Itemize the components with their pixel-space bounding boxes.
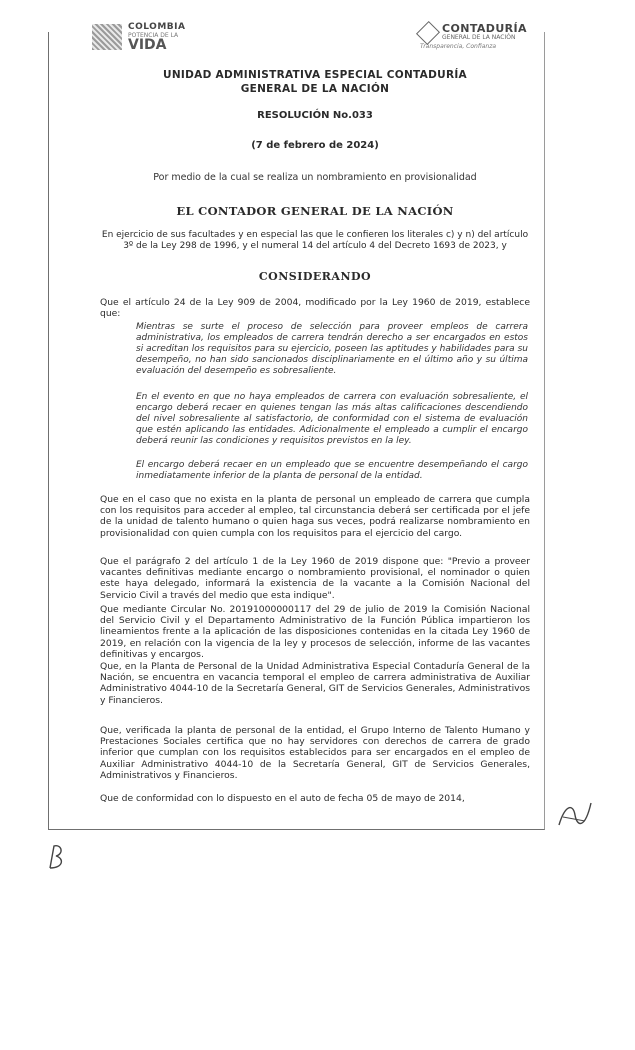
colombia-logo-icon bbox=[92, 24, 122, 50]
signer-title: EL CONTADOR GENERAL DE LA NACIÓN bbox=[176, 204, 454, 218]
logo-right-line2: GENERAL DE LA NACIÓN bbox=[442, 34, 516, 41]
logo-left-line2: POTENCIA DE LA bbox=[128, 32, 179, 39]
paragraph-7: Que de conformidad con lo dispuesto en el auto de fecha 05 de mayo de 2014, bbox=[100, 793, 465, 804]
quote-3: El encargo deberá recaer en un empleado que se encuentre desempeñando el cargo inmediatamente inferior de la planta de personal de la entidad. bbox=[136, 460, 528, 481]
resolution-date: (7 de febrero de 2024) bbox=[251, 140, 379, 151]
quote-2: En el evento en que no haya empleados de carrera con evaluación sobresaliente, el encargo deberá recaer en quienes tengan las más altas calificaciones descendiendo del nivel sobresaliente al satisfactorio, de conformidad con el sistema de evaluación que estén aplicando las entidades. Adicionalmente el empleado a cumplir el encargo deberá reunir las condiciones y requisitos previstos en la ley. bbox=[136, 392, 528, 446]
quote-1: Mientras se surte el proceso de selección para proveer empleos de carrera administrativa, los empleados de carrera tendrán derecho a ser encargados en estos si acreditan los requisitos para su ejercicio, poseen las aptitudes y habilidades para su desempeño, no han sido sancionados disciplinariamente en el último año y su última evaluación del desempeño es sobresaliente. bbox=[136, 322, 528, 376]
logo-left-line1: COLOMBIA bbox=[128, 22, 186, 32]
entity-line2: GENERAL DE LA NACIÓN bbox=[240, 83, 390, 95]
contaduria-logo-icon bbox=[416, 21, 440, 45]
resolution-subject: Por medio de la cual se realiza un nombramiento en provisionalidad bbox=[153, 172, 477, 183]
colombia-logo bbox=[92, 22, 192, 52]
logo-right-line1: CONTADURÍA bbox=[442, 22, 527, 35]
legal-powers: En ejercicio de sus facultades y en especial las que le confieren los literales c) y n) del artículo 3º de la Ley 298 de 1996, y el numeral 14 del artículo 4 del Decreto 1693 de 2023, y bbox=[101, 230, 529, 251]
paragraph-6: Que, verificada la planta de personal de la entidad, el Grupo Interno de Talento Humano y Prestaciones Sociales certifica que no hay servidores con derechos de carrera de grado inferior que cumplan con los requisitos establecidos para ser encargados en el empleo de Auxiliar Administrativo 4044-10 de la Secretaría General, GIT de Servicios Generales, Administrativos y Financieros. bbox=[100, 725, 530, 781]
logo-right-line3: Transparencia, Confianza bbox=[420, 43, 497, 50]
contaduria-logo bbox=[420, 22, 530, 52]
paragraph-1: Que el artículo 24 de la Ley 909 de 2004, modificado por la Ley 1960 de 2019, establece que: bbox=[100, 297, 530, 320]
paragraph-4: Que mediante Circular No. 20191000000117 del 29 de julio de 2019 la Comisión Nacional del Servicio Civil y el Departamento Administrativo de la Función Pública impartieron los lineamientos frente a la aplicación de las disposiciones contenidas en la citada Ley 1960 de 2019, en relación con la vigencia de la ley y procesos de selección, informe de las vacantes definitivas y encargos. bbox=[100, 604, 530, 660]
handwritten-initial bbox=[44, 842, 70, 872]
entity-line1: UNIDAD ADMINISTRATIVA ESPECIAL CONTADURÍA bbox=[163, 69, 467, 81]
paragraph-2: Que en el caso que no exista en la planta de personal un empleado de carrera que cumpla con los requisitos para acceder al empleo, tal circunstancia deberá ser certificada por el jefe de la unidad de talento humano o quien haga sus veces, podrá realizarse nombramiento en provisionalidad con quien cumpla con los requisitos para el ejercicio del cargo. bbox=[100, 494, 530, 539]
signature-mark bbox=[555, 795, 595, 835]
logo-left-line3: VIDA bbox=[128, 37, 167, 53]
entity-heading bbox=[100, 68, 530, 96]
considerando-heading: CONSIDERANDO bbox=[258, 270, 372, 283]
paragraph-5: Que, en la Planta de Personal de la Unidad Administrativa Especial Contaduría General de la Nación, se encuentra en vacancia temporal el empleo de carrera administrativa de Auxiliar Administrativo 4044-10 de la Secretaría General, GIT de Servicios Generales, Administrativos y Financieros. bbox=[100, 661, 530, 706]
paragraph-3: Que el parágrafo 2 del artículo 1 de la Ley 1960 de 2019 dispone que: "Previo a proveer vacantes definitivas mediante encargo o nombramiento provisional, el nominador o quien este haya delegado, informará la existencia de la vacante a la Comisión Nacional del Servicio Civil a través del medio que esta indique". bbox=[100, 556, 530, 601]
resolution-number: RESOLUCIÓN No.033 bbox=[257, 110, 373, 121]
